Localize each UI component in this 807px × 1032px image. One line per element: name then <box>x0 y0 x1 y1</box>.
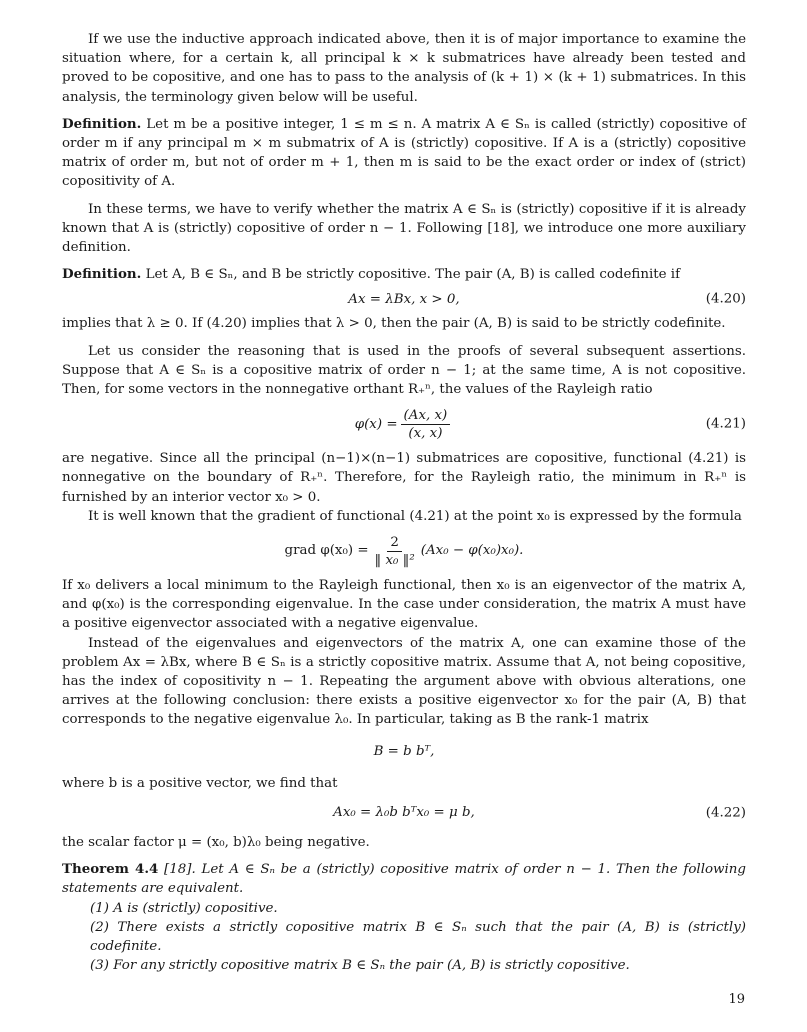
equation-rhs: (Ax₀ − φ(x₀)x₀). <box>420 543 524 559</box>
equation-lhs: grad φ(x₀) = <box>284 543 369 559</box>
equation-number: (4.22) <box>705 805 746 821</box>
theorem-label: Theorem 4.4 <box>62 861 159 878</box>
theorem-body: [18]. Let A ∈ Sₙ be a (strictly) copositive matrix of order n − 1. Then the following statements are equivalent. <box>62 862 746 897</box>
equation-gradient <box>62 526 746 576</box>
definition-body: Let A, B ∈ Sₙ, and B be strictly copositive. The pair (A, B) is called codefinite if <box>145 267 681 283</box>
paragraph-implies: implies that λ ≥ 0. If (4.20) implies that λ > 0, then the pair (A, B) is said to be strictly codefinite. <box>62 316 726 332</box>
fraction-denominator: (x, x) <box>408 425 443 441</box>
page-number: 19 <box>728 992 745 1007</box>
list-item: (3) For any strictly copositive matrix B ∈ Sₙ the pair (A, B) is strictly copositive. <box>90 958 630 974</box>
definition-body: Let m be a positive integer, 1 ≤ m ≤ n. A matrix A ∈ Sₙ is called (strictly) copositive of order m if any principal m × m submatrix of A is (strictly) copositive. If A is a (strictly) copositive matrix of order m, but not of order m + 1, then m is said to be the exact order or index of (strict) copositivity of A. <box>62 116 746 190</box>
equation-4-20 <box>62 284 746 314</box>
equation-4-21 <box>62 399 746 449</box>
paragraph-eigen: Instead of the eigenvalues and eigenvectors of the matrix A, one can examine those of the problem Ax = λBx, where B ∈ Sₙ is a strictly copositive matrix. Assume that A, not being copositive, has the index of copositivity n − 1. Repeating the argument above with obvious alterations, one arrives at the following conclusion: there exists a positive eigenvector x₀ for the pair (A, B) that corresponds to the negative eigenvalue λ₀. In particular, taking as B the rank-1 matrix <box>62 635 746 728</box>
list-item: (1) A is (strictly) copositive. <box>90 900 278 916</box>
fraction-denominator: ‖ x₀ ‖² <box>374 552 415 568</box>
list-item: (2) There exists a strictly copositive matrix B ∈ Sₙ such that the pair (A, B) is (strictly) codefinite. <box>90 919 746 954</box>
definition-copositive-order <box>62 115 746 192</box>
definition-label: Definition. <box>62 115 142 132</box>
paragraph-local-minimum: If x₀ delivers a local minimum to the Rayleigh functional, then x₀ is an eigenvector of the matrix A, and φ(x₀) is the corresponding eigenvalue. In the case under consideration, the matrix A must have a positive eigenvector associated with a negative eigenvalue. <box>62 578 746 632</box>
fraction-numerator: 2 <box>387 534 402 552</box>
paragraph-positive-vector: where b is a positive vector, we find that <box>62 775 338 791</box>
equation-body: B = b bᵀ, <box>373 744 435 760</box>
equation-body: Ax₀ = λ₀b bᵀx₀ = μ b, <box>333 805 475 821</box>
paper-page <box>62 30 746 975</box>
paragraph-scalar: the scalar factor μ = (x₀, b)λ₀ being negative. <box>62 834 370 850</box>
rayleigh-fraction <box>401 407 451 442</box>
definition-codefinite <box>62 265 746 284</box>
equation-rank1 <box>62 730 746 774</box>
theorem-statements <box>90 899 746 976</box>
paragraph-gradient: It is well known that the gradient of functional (4.21) at the point x₀ is expressed by the formula <box>88 508 742 524</box>
equation-4-22 <box>62 793 746 833</box>
equation-lhs: φ(x) = <box>354 416 398 432</box>
gradient-fraction <box>372 534 418 569</box>
fraction-numerator: (Ax, x) <box>401 407 451 425</box>
paragraph-verify: In these terms, we have to verify whether the matrix A ∈ Sₙ is (strictly) copositive if it is already known that A is (strictly) copositive of order n − 1. Following [18], we introduce one more auxiliary definition. <box>62 201 746 256</box>
paragraph-negative: are negative. Since all the principal (n−1)×(n−1) submatrices are copositive, functional (4.21) is nonnegative on the boundary of R₊ⁿ. Therefore, for the Rayleigh ratio, the minimum in R₊ⁿ is furnished by an interior vector x₀ > 0. <box>62 451 746 505</box>
equation-body: Ax = λBx, x > 0, <box>348 291 460 307</box>
theorem-4-4 <box>62 860 746 898</box>
paragraph-intro: If we use the inductive approach indicated above, then it is of major importance to examine the situation where, for a certain k, all principal k × k submatrices have already been tested and proved to be copositive, and one has to pass to the analysis of (k + 1) × (k + 1) submatrices. In this analysis, the terminology given below will be useful. <box>62 32 746 105</box>
equation-number: (4.20) <box>705 291 746 307</box>
equation-number: (4.21) <box>705 416 746 432</box>
definition-label: Definition. <box>62 266 142 283</box>
paragraph-reasoning: Let us consider the reasoning that is used in the proofs of several subsequent assertions. Suppose that A ∈ Sₙ is a copositive matrix of order n − 1; at the same time, A is not copositive. Then, for some vectors in the nonnegative orthant R₊ⁿ, the values of the Rayleigh ratio <box>62 343 746 398</box>
